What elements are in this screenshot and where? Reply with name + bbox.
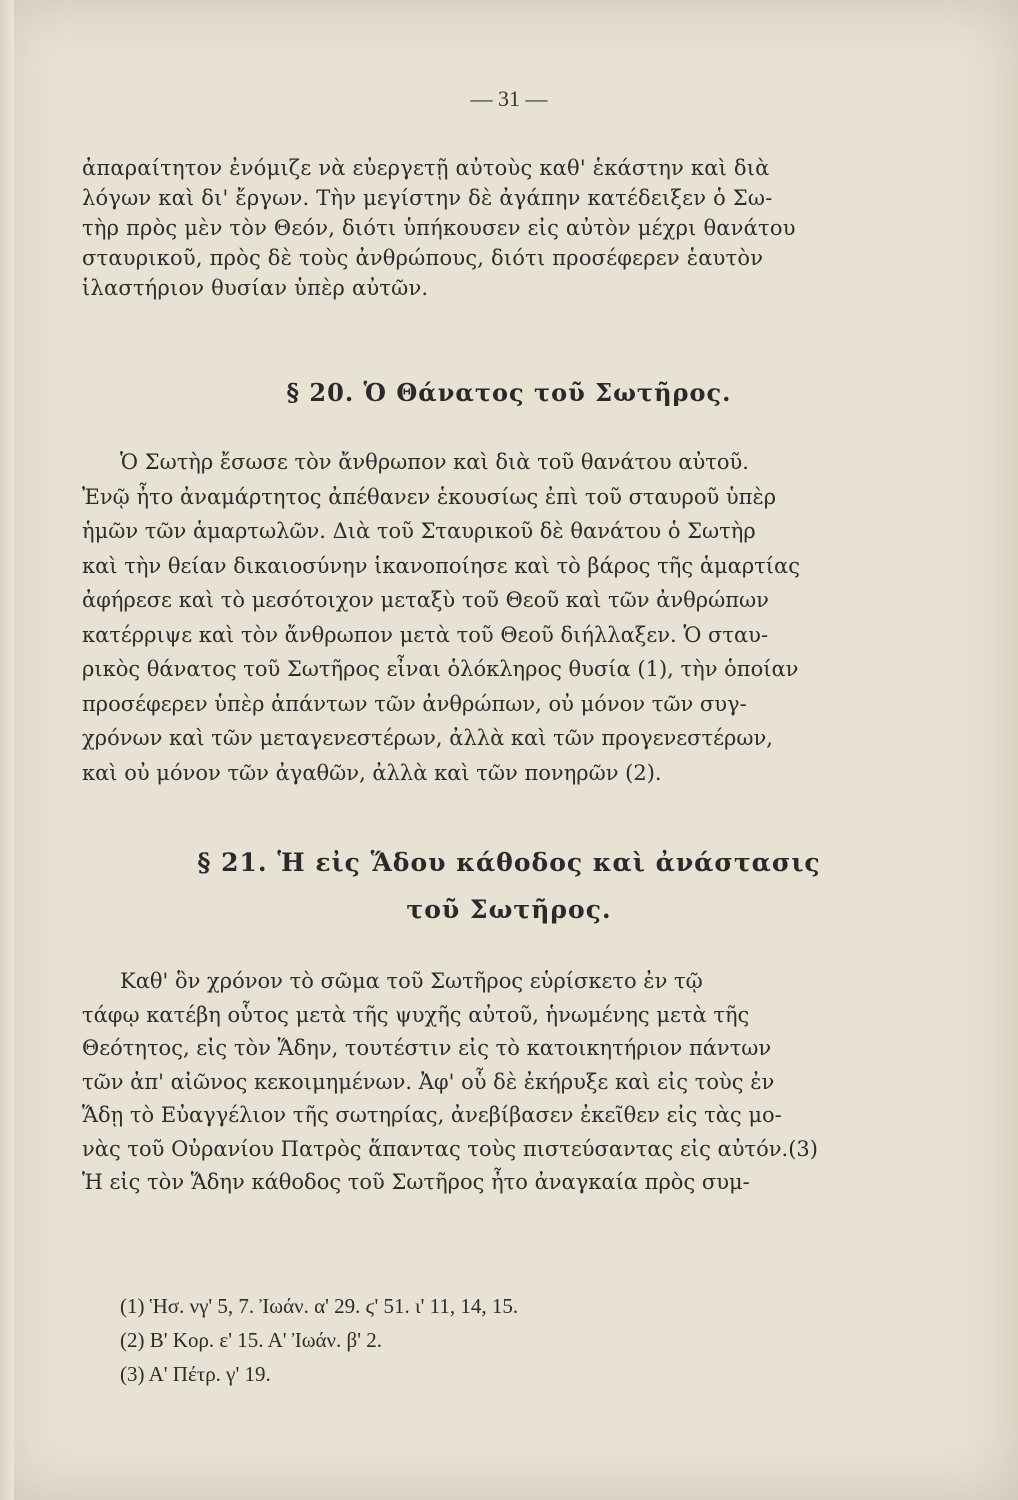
intro-paragraph [82, 153, 842, 303]
text-line: τῶν ἀπ' αἰῶνος κεκοιμημένων. Ἀφ' οὗ δὲ ἐκήρυξε καὶ εἰς τοὺς ἐν [82, 1069, 775, 1094]
text-line: ἱλαστήριον θυσίαν ὑπὲρ αὐτῶν. [82, 276, 429, 300]
footnote: (3) Α' Πέτρ. γ' 19. [120, 1362, 271, 1386]
text-line: ρικὸς θάνατος τοῦ Σωτῆρος εἶναι ὁλόκληρος θυσία (1), τὴν ὁποίαν [82, 657, 799, 681]
text-line: ἀπαραίτητον ἐνόμιζε νὰ εὐεργετῇ αὐτοὺς καθ' ἑκάστην καὶ διὰ [82, 156, 770, 180]
text-line: Ἐνῷ ἦτο ἀναμάρτητος ἀπέθανεν ἑκουσίως ἐπὶ τοῦ σταυροῦ ὑπὲρ [82, 484, 777, 509]
text-line: Ἅδῃ τὸ Εὐαγγέλιον τῆς σωτηρίας, ἀνεβίβασεν ἐκεῖθεν εἰς τὰς μο- [82, 1103, 782, 1127]
text-line: λόγων καὶ δι' ἔργων. Τὴν μεγίστην δὲ ἀγάπην κατέδειξεν ὁ Σω- [82, 186, 773, 210]
text-line: τάφῳ κατέβη οὗτος μετὰ τῆς ψυχῆς αὐτοῦ, ἡνωμένης μετὰ τῆς [82, 1002, 750, 1027]
section-20-paragraph [82, 445, 842, 790]
text-line: τὴρ πρὸς μὲν τὸν Θεόν, διότι ὑπήκουσεν εἰς αὐτὸν μέχρι θανάτου [82, 216, 796, 240]
text-line: Θεότητος, εἰς τὸν Ἅδην, τουτέστιν εἰς τὸ κατοικητήριον πάντων [82, 1036, 772, 1060]
text-line: νὰς τοῦ Οὐρανίου Πατρὸς ἅπαντας τοὺς πιστεύσαντας εἰς αὐτόν.(3) [82, 1136, 818, 1161]
text-line: καὶ τὴν θείαν δικαιοσύνην ἱκανοποίησε καὶ τὸ βάρος τῆς ἁμαρτίας [82, 553, 800, 578]
text-line: σταυρικοῦ, πρὸς δὲ τοὺς ἀνθρώπους, διότι προσέφερεν ἑαυτὸν [82, 246, 764, 270]
text-line: καὶ οὐ μόνον τῶν ἀγαθῶν, ἀλλὰ καὶ τῶν πονηρῶν (2). [82, 760, 662, 785]
page-gutter [0, 0, 14, 1500]
text-line: Ἡ εἰς τὸν Ἅδην κάθοδος τοῦ Σωτῆρος ἦτο ἀναγκαία πρὸς συμ- [82, 1170, 750, 1194]
footnotes [120, 1289, 518, 1391]
text-line: ἀφήρεσε καὶ τὸ μεσότοιχον μεταξὺ τοῦ Θεοῦ καὶ τῶν ἀνθρώπων [82, 588, 769, 612]
text-line: χρόνων καὶ τῶν μεταγενεστέρων, ἀλλὰ καὶ τῶν προγενεστέρων, [82, 726, 773, 750]
section-21-heading-continued: τοῦ Σωτῆρος. [406, 895, 612, 924]
text-line: Ὁ Σωτὴρ ἔσωσε τὸν ἄνθρωπον καὶ διὰ τοῦ θανάτου αὐτοῦ. [120, 450, 749, 474]
text-line: προσέφερεν ὑπὲρ ἁπάντων τῶν ἀνθρώπων, οὐ μόνον τῶν συγ- [82, 691, 747, 716]
footnote: (2) Β' Κορ. ε' 15. Α' Ἰωάν. β' 2. [120, 1328, 382, 1352]
section-21-paragraph [82, 965, 842, 1200]
page-number: — 31 — [470, 86, 548, 111]
section-20-heading: § 20. Ὁ Θάνατος τοῦ Σωτῆρος. [286, 378, 732, 407]
section-21-heading: § 21. Ἡ εἰς Ἅδου κάθοδος καὶ ἀνάστασις [197, 848, 821, 877]
text-line: Καθ' ὃν χρόνον τὸ σῶμα τοῦ Σωτῆρος εὑρίσκετο ἐν τῷ [120, 969, 703, 993]
text-line: ἡμῶν τῶν ἁμαρτωλῶν. Διὰ τοῦ Σταυρικοῦ δὲ θανάτου ὁ Σωτὴρ [82, 519, 756, 543]
text-line: κατέρριψε καὶ τὸν ἄνθρωπον μετὰ τοῦ Θεοῦ διήλλαξεν. Ὁ σταυ- [82, 622, 769, 647]
footnote: (1) Ἡσ. νγ' 5, 7. Ἰωάν. α' 29. ϛ' 51. ι' 11, 14, 15. [120, 1294, 519, 1318]
